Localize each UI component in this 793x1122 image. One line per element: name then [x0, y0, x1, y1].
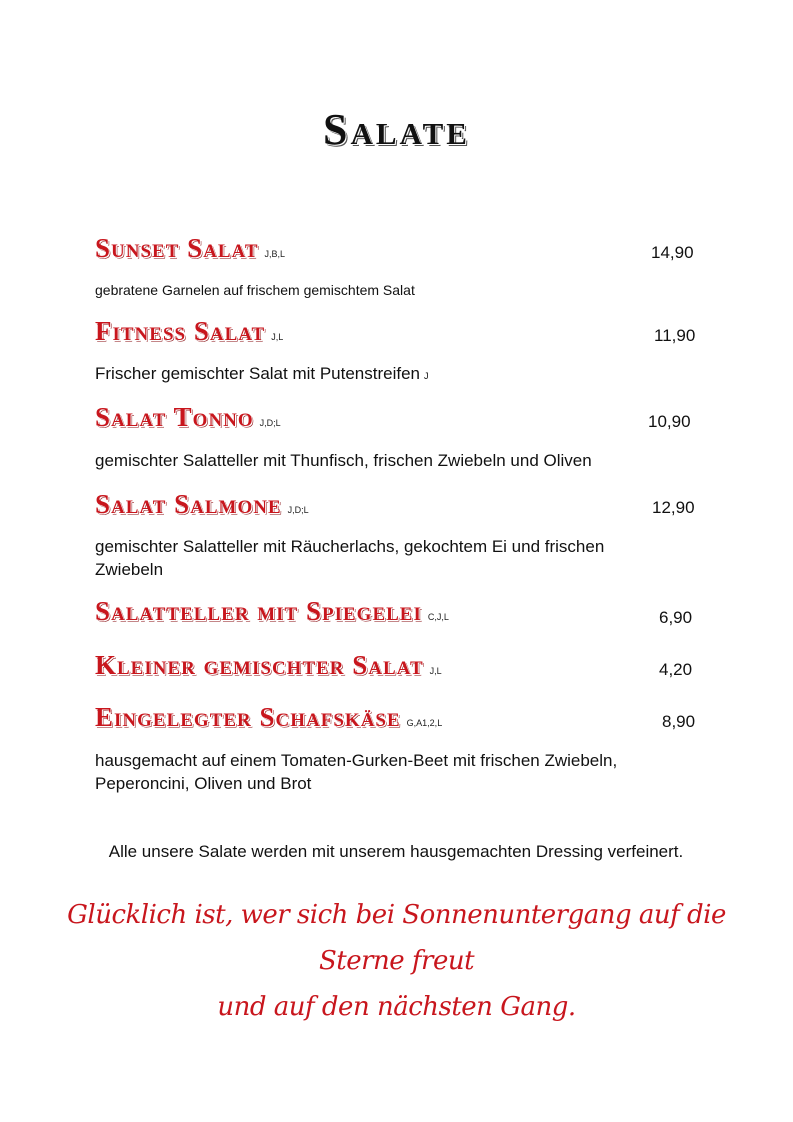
dish-price: 10,90 [648, 412, 691, 431]
allergen-codes: J,L [429, 666, 442, 676]
dish-description: gemischter Salatteller mit Räucherlachs, gekochtem Ei und frischen Zwiebeln [95, 537, 605, 579]
dish-name-label: Kleiner gemischter Salat [95, 650, 424, 680]
dish-price: 6,90 [659, 608, 693, 627]
dish-price: 14,90 [651, 243, 694, 262]
dish-name-salatteller-mit-spiegelei [95, 596, 449, 627]
quote-line-2: und auf den nächsten Gang. [217, 992, 576, 1022]
dish-description-text: Frischer gemischter Salat mit Putenstreifen [95, 364, 421, 383]
dish-name-label: Sunset Salat [95, 233, 259, 263]
allergen-codes: J,D;L [287, 505, 309, 515]
dish-name-sunset-salat [95, 233, 285, 264]
dish-name-salat-salmone [95, 489, 309, 520]
dish-name-salat-tonno [95, 402, 281, 433]
allergen-codes: J,D;L [259, 418, 281, 428]
dish-name-label: Eingelegter Schafskäse [95, 702, 401, 732]
dish-name-label: Salat Tonno [95, 402, 254, 432]
dish-price: 11,90 [654, 326, 696, 345]
allergen-codes: C,J,L [427, 612, 449, 622]
allergen-codes: G,A1,2,L [406, 718, 443, 728]
dressing-note: Alle unsere Salate werden mit unserem hausgemachten Dressing verfeinert. [108, 842, 684, 861]
dish-name-eingelegter-schafskaese [95, 702, 442, 733]
dish-name-fitness-salat [95, 316, 283, 347]
quote-line-1: Glücklich ist, wer sich bei Sonnenuntergang auf die Sterne freut [67, 900, 726, 976]
closing-quote [60, 892, 733, 1030]
allergen-codes: J,B,L [264, 249, 286, 259]
allergen-codes: J,L [271, 332, 284, 342]
description-allergen: J [424, 371, 429, 381]
dish-description: gemischter Salatteller mit Thunfisch, frischen Zwiebeln und Oliven [95, 451, 592, 470]
dish-price: 4,20 [659, 660, 693, 679]
dish-description: gebratene Garnelen auf frischem gemischtem Salat [95, 282, 415, 298]
dish-price: 12,90 [652, 498, 695, 517]
dish-price: 8,90 [662, 712, 696, 731]
dish-description: hausgemacht auf einem Tomaten-Gurken-Beet mit frischen Zwiebeln, Peperoncini, Oliven und Brot [95, 751, 618, 793]
dish-name-label: Salat Salmone [95, 489, 282, 519]
dish-description [95, 362, 705, 388]
page-title: Salate [323, 105, 470, 154]
dish-name-kleiner-gemischter-salat [95, 650, 442, 681]
dish-name-label: Fitness Salat [95, 316, 266, 346]
dish-name-label: Salatteller mit Spiegelei [95, 596, 422, 626]
